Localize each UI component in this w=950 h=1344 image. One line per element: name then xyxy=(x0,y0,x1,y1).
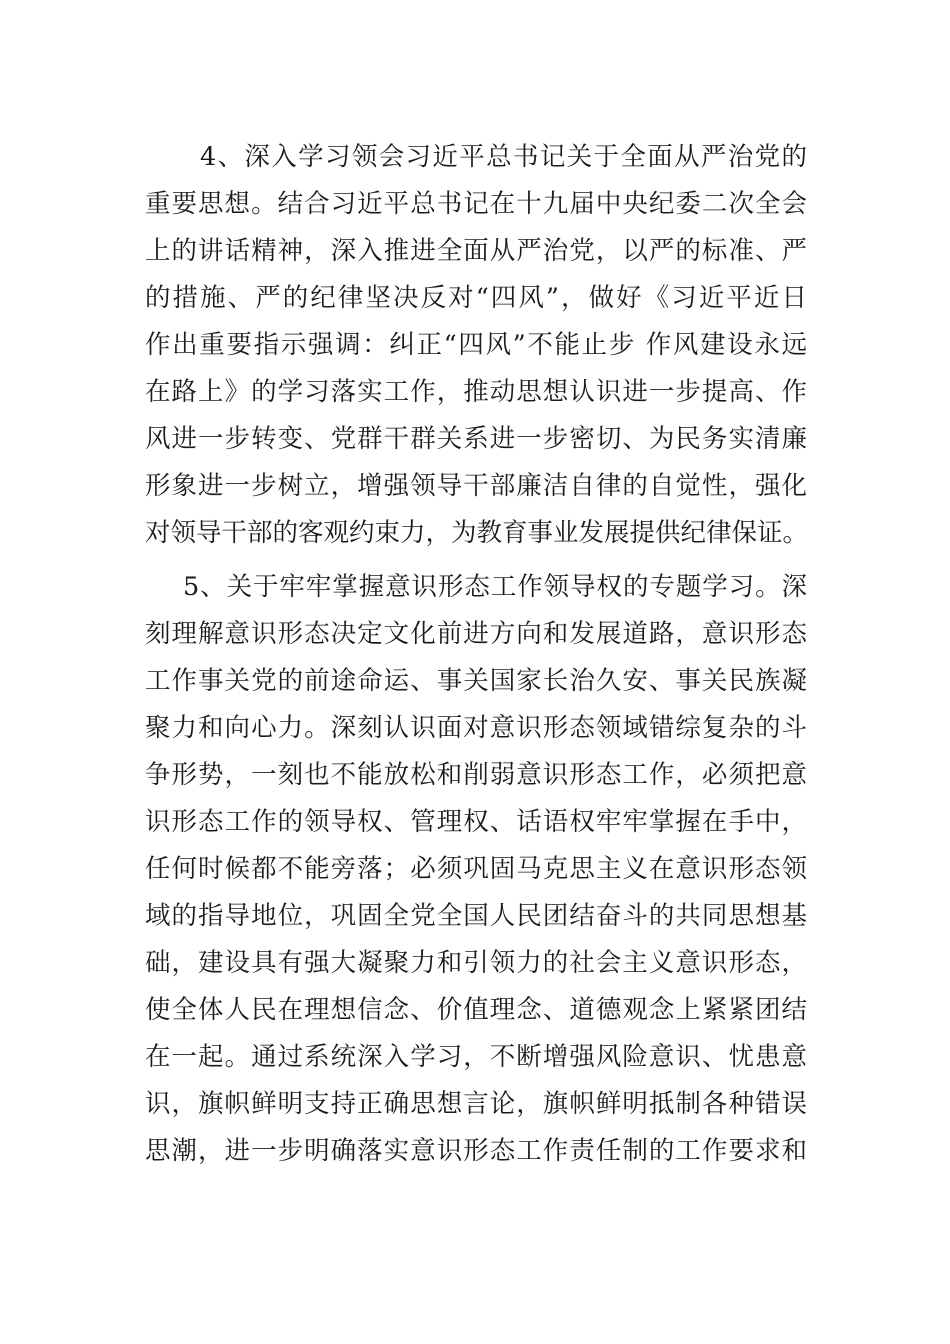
paragraph-4-line-9: 对领导干部的客观约束力，为教育事业发展提供纪律保证。 xyxy=(145,518,809,548)
paragraph-5-line-9: 础，建设具有强大凝聚力和引领力的社会主义意识形态， xyxy=(145,948,807,978)
paragraph-5-line-6: 识形态工作的领导权、管理权、话语权牢牢掌握在手中， xyxy=(145,807,807,837)
paragraph-4-line-5: 作出重要指示强调：纠正“四风”不能止步 作风建设永远 xyxy=(145,330,807,360)
paragraph-4-line-1: 4、深入学习领会习近平总书记关于全面从严治党的 xyxy=(200,142,807,172)
paragraph-5-line-2: 刻理解意识形态决定文化前进方向和发展道路，意识形态 xyxy=(145,619,807,649)
paragraph-5-line-3: 工作事关党的前途命运、事关国家长治久安、事关民族凝 xyxy=(145,666,807,696)
paragraph-5-line-8: 域的指导地位，巩固全党全国人民团结奋斗的共同思想基 xyxy=(145,901,807,931)
paragraph-5-line-1: 5、关于牢牢掌握意识形态工作领导权的专题学习。深 xyxy=(183,572,807,602)
paragraph-4-line-7: 风进一步转变、党群干群关系进一步密切、为民务实清廉 xyxy=(145,424,807,454)
paragraph-5-line-13: 思潮，进一步明确落实意识形态工作责任制的工作要求和 xyxy=(145,1136,807,1166)
paragraph-5-line-10: 使全体人民在理想信念、价值理念、道德观念上紧紧团结 xyxy=(145,995,807,1025)
paragraph-4-line-6: 在路上》的学习落实工作，推动思想认识进一步提高、作 xyxy=(145,377,807,407)
paragraph-5-line-5: 争形势，一刻也不能放松和削弱意识形态工作，必须把意 xyxy=(145,760,807,790)
paragraph-5-line-11: 在一起。通过系统深入学习，不断增强风险意识、忧患意 xyxy=(145,1042,807,1072)
paragraph-4-line-3: 上的讲话精神，深入推进全面从严治党，以严的标准、严 xyxy=(145,236,807,266)
paragraph-4-line-8: 形象进一步树立，增强领导干部廉洁自律的自觉性，强化 xyxy=(145,471,807,501)
paragraph-4-line-4: 的措施、严的纪律坚决反对“四风”，做好《习近平近日 xyxy=(145,283,807,313)
paragraph-5-line-12: 识，旗帜鲜明支持正确思想言论，旗帜鲜明抵制各种错误 xyxy=(145,1089,807,1119)
paragraph-5-line-4: 聚力和向心力。深刻认识面对意识形态领域错综复杂的斗 xyxy=(145,713,807,743)
paragraph-5-line-7: 任何时候都不能旁落；必须巩固马克思主义在意识形态领 xyxy=(145,854,807,884)
paragraph-4-line-2: 重要思想。结合习近平总书记在十九届中央纪委二次全会 xyxy=(145,189,807,219)
